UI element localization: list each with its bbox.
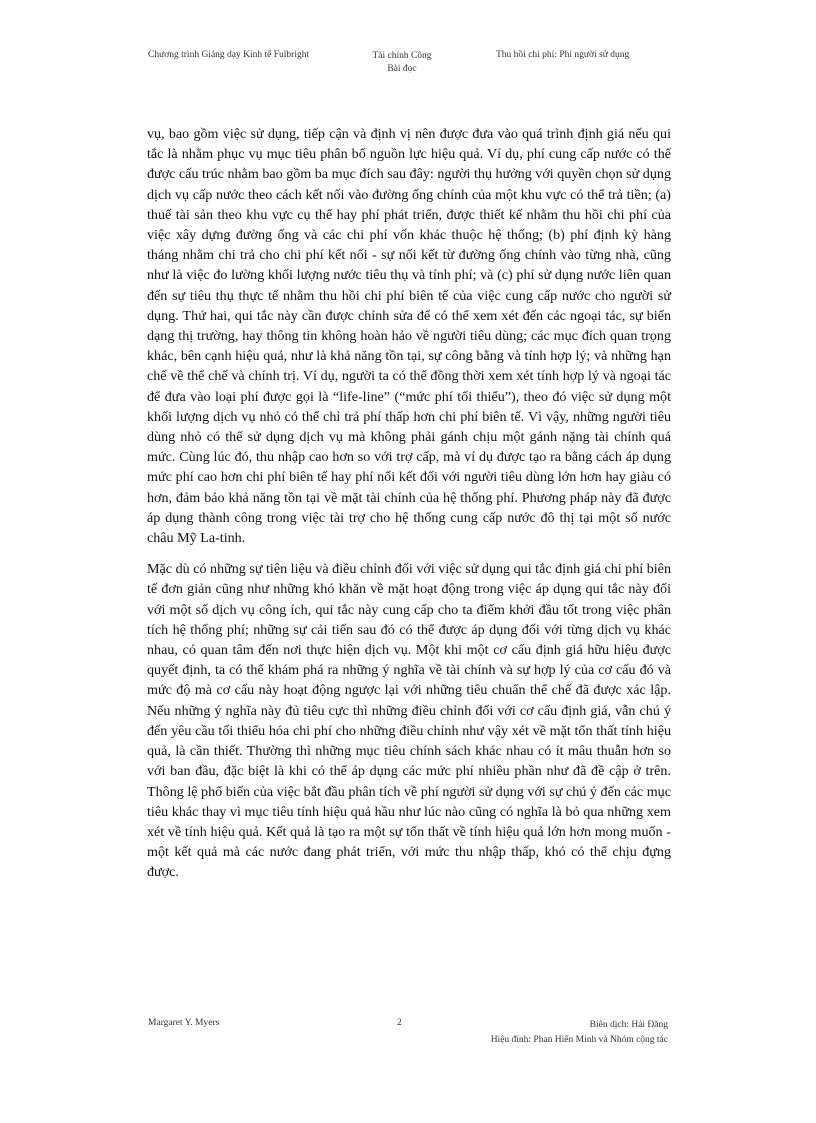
footer-editor: Hiệu đính: Phan Hiển Minh và Nhóm cộng tác [490, 1035, 668, 1045]
document-body [147, 124, 671, 894]
header-reading-label: Bài đọc [387, 64, 417, 74]
header-course-title: Tài chính Công [372, 51, 432, 61]
footer-translator: Biên dịch: Hải Đăng [589, 1020, 668, 1030]
footer-credits [480, 1018, 668, 1048]
page-number: 2 [397, 1018, 402, 1028]
header-course [362, 50, 442, 76]
header-program: Chương trình Giảng dạy Kinh tế Fulbright [148, 50, 310, 60]
header-chapter-title: Thu hồi chi phí: Phí người sử dụng [496, 50, 630, 60]
footer-author: Margaret Y. Myers [148, 1018, 220, 1028]
paragraph: vụ, bao gồm việc sử dụng, tiếp cận và định vị nên được đưa vào quá trình định giá nếu qui tắc là nhằm phục vụ mục tiêu phân bổ nguồn lực hiệu quả. Ví dụ, phí cung cấp nước có thể được cấu trúc nhằm bao gồm ba mục đích sau đây: người thụ hưởng với quyền chọn sử dụng dịch vụ cấp nước theo cách kết nối vào đường ống chính của một khu vực có thể trả tiền; (a) thuế tài sản theo khu vực cụ thể hay phí phát triển, được thiết kế nhằm thu hồi chi phí của việc xây dựng đường ống và các chi phí vốn khác thuộc hệ thống; (b) phí định kỳ hàng tháng nhằm chi trả cho chi phí kết nối - sự nối kết từ đường ống chính vào từng nhà, cũng như là việc đo lường khối lượng nước tiêu thụ và tính phí; và (c) phí sử dụng nước liên quan đến sự tiêu thụ thực tế nhằm thu hồi chi phí biên tế của việc cung cấp nước cho người sử dụng. Thứ hai, qui tắc này cần được chỉnh sửa để có thể xem xét đến các ngoại tác, sự biến dạng thị trường, hay thông tin không hoàn hảo về người tiêu dùng; các mục đích quan trọng khác, bên cạnh hiệu quả, như là khả năng tồn tại, sự công bằng và tính hợp lý; và những hạn chế về thể chế và chính trị. Ví dụ, người ta có thể đồng thời xem xét tính hợp lý và ngoại tác để đưa vào loại phí được gọi là “life-line” (“mức phí tối thiểu”), theo đó việc sử dụng một khối lượng dịch vụ nhỏ có thể chỉ trả phí thấp hơn chi phí biên tế. Vì vậy, những người tiêu dùng nhỏ có thể sử dụng dịch vụ mà không phải gánh chịu một gánh nặng tài chính quá mức. Cùng lúc đó, thu nhập cao hơn so với trợ cấp, mà ví dụ được tạo ra bằng cách áp dụng mức phí cao hơn chi phí biên tế hay phí nối kết đối với người tiêu dùng lớn hơn hay giàu có hơn, đảm bảo khả năng tồn tại về mặt tài chính của hệ thống phí. Phương pháp này đã được áp dụng thành công trong việc tài trợ cho hệ thống cung cấp nước đô thị tại một số nước châu Mỹ La-tinh. [147, 126, 671, 547]
paragraph: Mặc dù có những sự tiên liệu và điều chỉnh đối với việc sử dụng qui tắc định giá chi phí biên tế đơn giản cũng như những khó khăn về mặt hoạt động trong việc áp dụng qui tắc này đối với một số dịch vụ công ích, qui tắc này cung cấp cho ta điểm khởi đầu tốt trong việc phân tích hệ thống phí; những sự cải tiến sau đó có thể được áp dụng đối với từng dịch vụ khác nhau, có quan tâm đến nơi thực hiện dịch vụ. Một khi một cơ cấu định giá hữu hiệu được quyết định, ta có thể khám phá ra những ý nghĩa về tài chính và sự hợp lý của cơ cấu đó và mức độ mà cơ cấu này hoạt động ngược lại với những tiêu chuẩn thể chế đã được xác lập. Nếu những ý nghĩa này đủ tiêu cực thì những điều chỉnh đối với cơ cấu định giá, vẫn chú ý đến yêu cầu tối thiểu hóa chi phí cho những điều chỉnh như vậy xét về mặt tổn thất tính hiệu quả, là cần thiết. Thường thì những mục tiêu chính sách khác nhau có ít mâu thuẫn hơn so với ban đầu, đặc biệt là khi có thể áp dụng các mức phí nhiều phần như đã đề cập ở trên. Thông lệ phổ biến của việc bắt đầu phân tích về phí người sử dụng với sự chú ý đến các mục tiêu khác thay vì mục tiêu tính hiệu quả hầu như lúc nào cũng có nghĩa là bỏ qua những xem xét về tính hiệu quả. Kết quả là tạo ra một sự tổn thất về tính hiệu quả lớn hơn mong muốn - một kết quả mà các nước đang phát triển, với mức thu nhập thấp, khó có thể chịu đựng được. [147, 561, 671, 881]
